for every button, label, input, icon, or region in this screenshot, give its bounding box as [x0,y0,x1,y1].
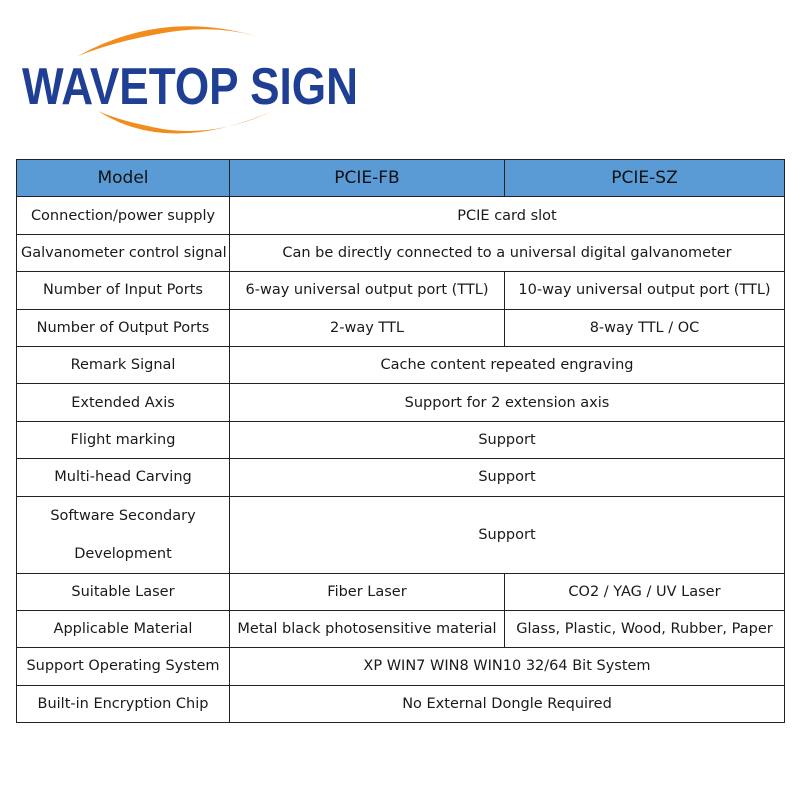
table-row [17,685,785,722]
row-value: Support [230,459,785,496]
row-value-fb: 2-way TTL [230,309,505,346]
row-value-fb: Fiber Laser [230,573,505,610]
row-value-sz: Glass, Plastic, Wood, Rubber, Paper [505,610,785,647]
logo-graphic [18,16,368,146]
header-pcie-sz: PCIE-SZ [505,160,785,197]
logo-swoosh-top [78,26,268,56]
logo-text: WAVETOP SIGN [22,58,358,116]
table-row [17,459,785,496]
row-label: Multi-head Carving [17,459,230,496]
table-row [17,648,785,685]
row-value: Support [230,496,785,573]
row-label [17,496,230,573]
table-row [17,496,785,573]
row-value-sz: 8-way TTL / OC [505,309,785,346]
header-pcie-fb: PCIE-FB [230,160,505,197]
row-value-sz: CO2 / YAG / UV Laser [505,573,785,610]
row-value: No External Dongle Required [230,685,785,722]
row-label: Suitable Laser [17,573,230,610]
header-model: Model [17,160,230,197]
row-label: Built-in Encryption Chip [17,685,230,722]
row-value-fb: Metal black photosensitive material [230,610,505,647]
row-label: Remark Signal [17,346,230,383]
table-row [17,197,785,234]
table-row [17,234,785,271]
row-value: XP WIN7 WIN8 WIN10 32/64 Bit System [230,648,785,685]
row-value-fb: 6-way universal output port (TTL) [230,272,505,309]
table-row [17,384,785,421]
row-label: Galvanometer control signal [17,234,230,271]
row-label: Applicable Material [17,610,230,647]
table-row [17,272,785,309]
row-value: Support [230,421,785,458]
row-label-line1: Software Secondary [50,507,196,524]
table-row [17,610,785,647]
table-row [17,309,785,346]
row-label-line2: Development [74,545,172,562]
table-row [17,573,785,610]
wavetop-sign-logo [18,16,368,146]
row-label: Number of Input Ports [17,272,230,309]
table-row [17,346,785,383]
row-label: Number of Output Ports [17,309,230,346]
row-label: Connection/power supply [17,197,230,234]
row-value: Can be directly connected to a universal digital galvanometer [230,234,785,271]
row-label: Flight marking [17,421,230,458]
header-row [17,160,785,197]
row-value: Support for 2 extension axis [230,384,785,421]
table-row [17,421,785,458]
row-label: Support Operating System [17,648,230,685]
row-value: PCIE card slot [230,197,785,234]
row-value-sz: 10-way universal output port (TTL) [505,272,785,309]
row-value: Cache content repeated engraving [230,346,785,383]
row-label: Extended Axis [17,384,230,421]
spec-table [16,159,785,723]
